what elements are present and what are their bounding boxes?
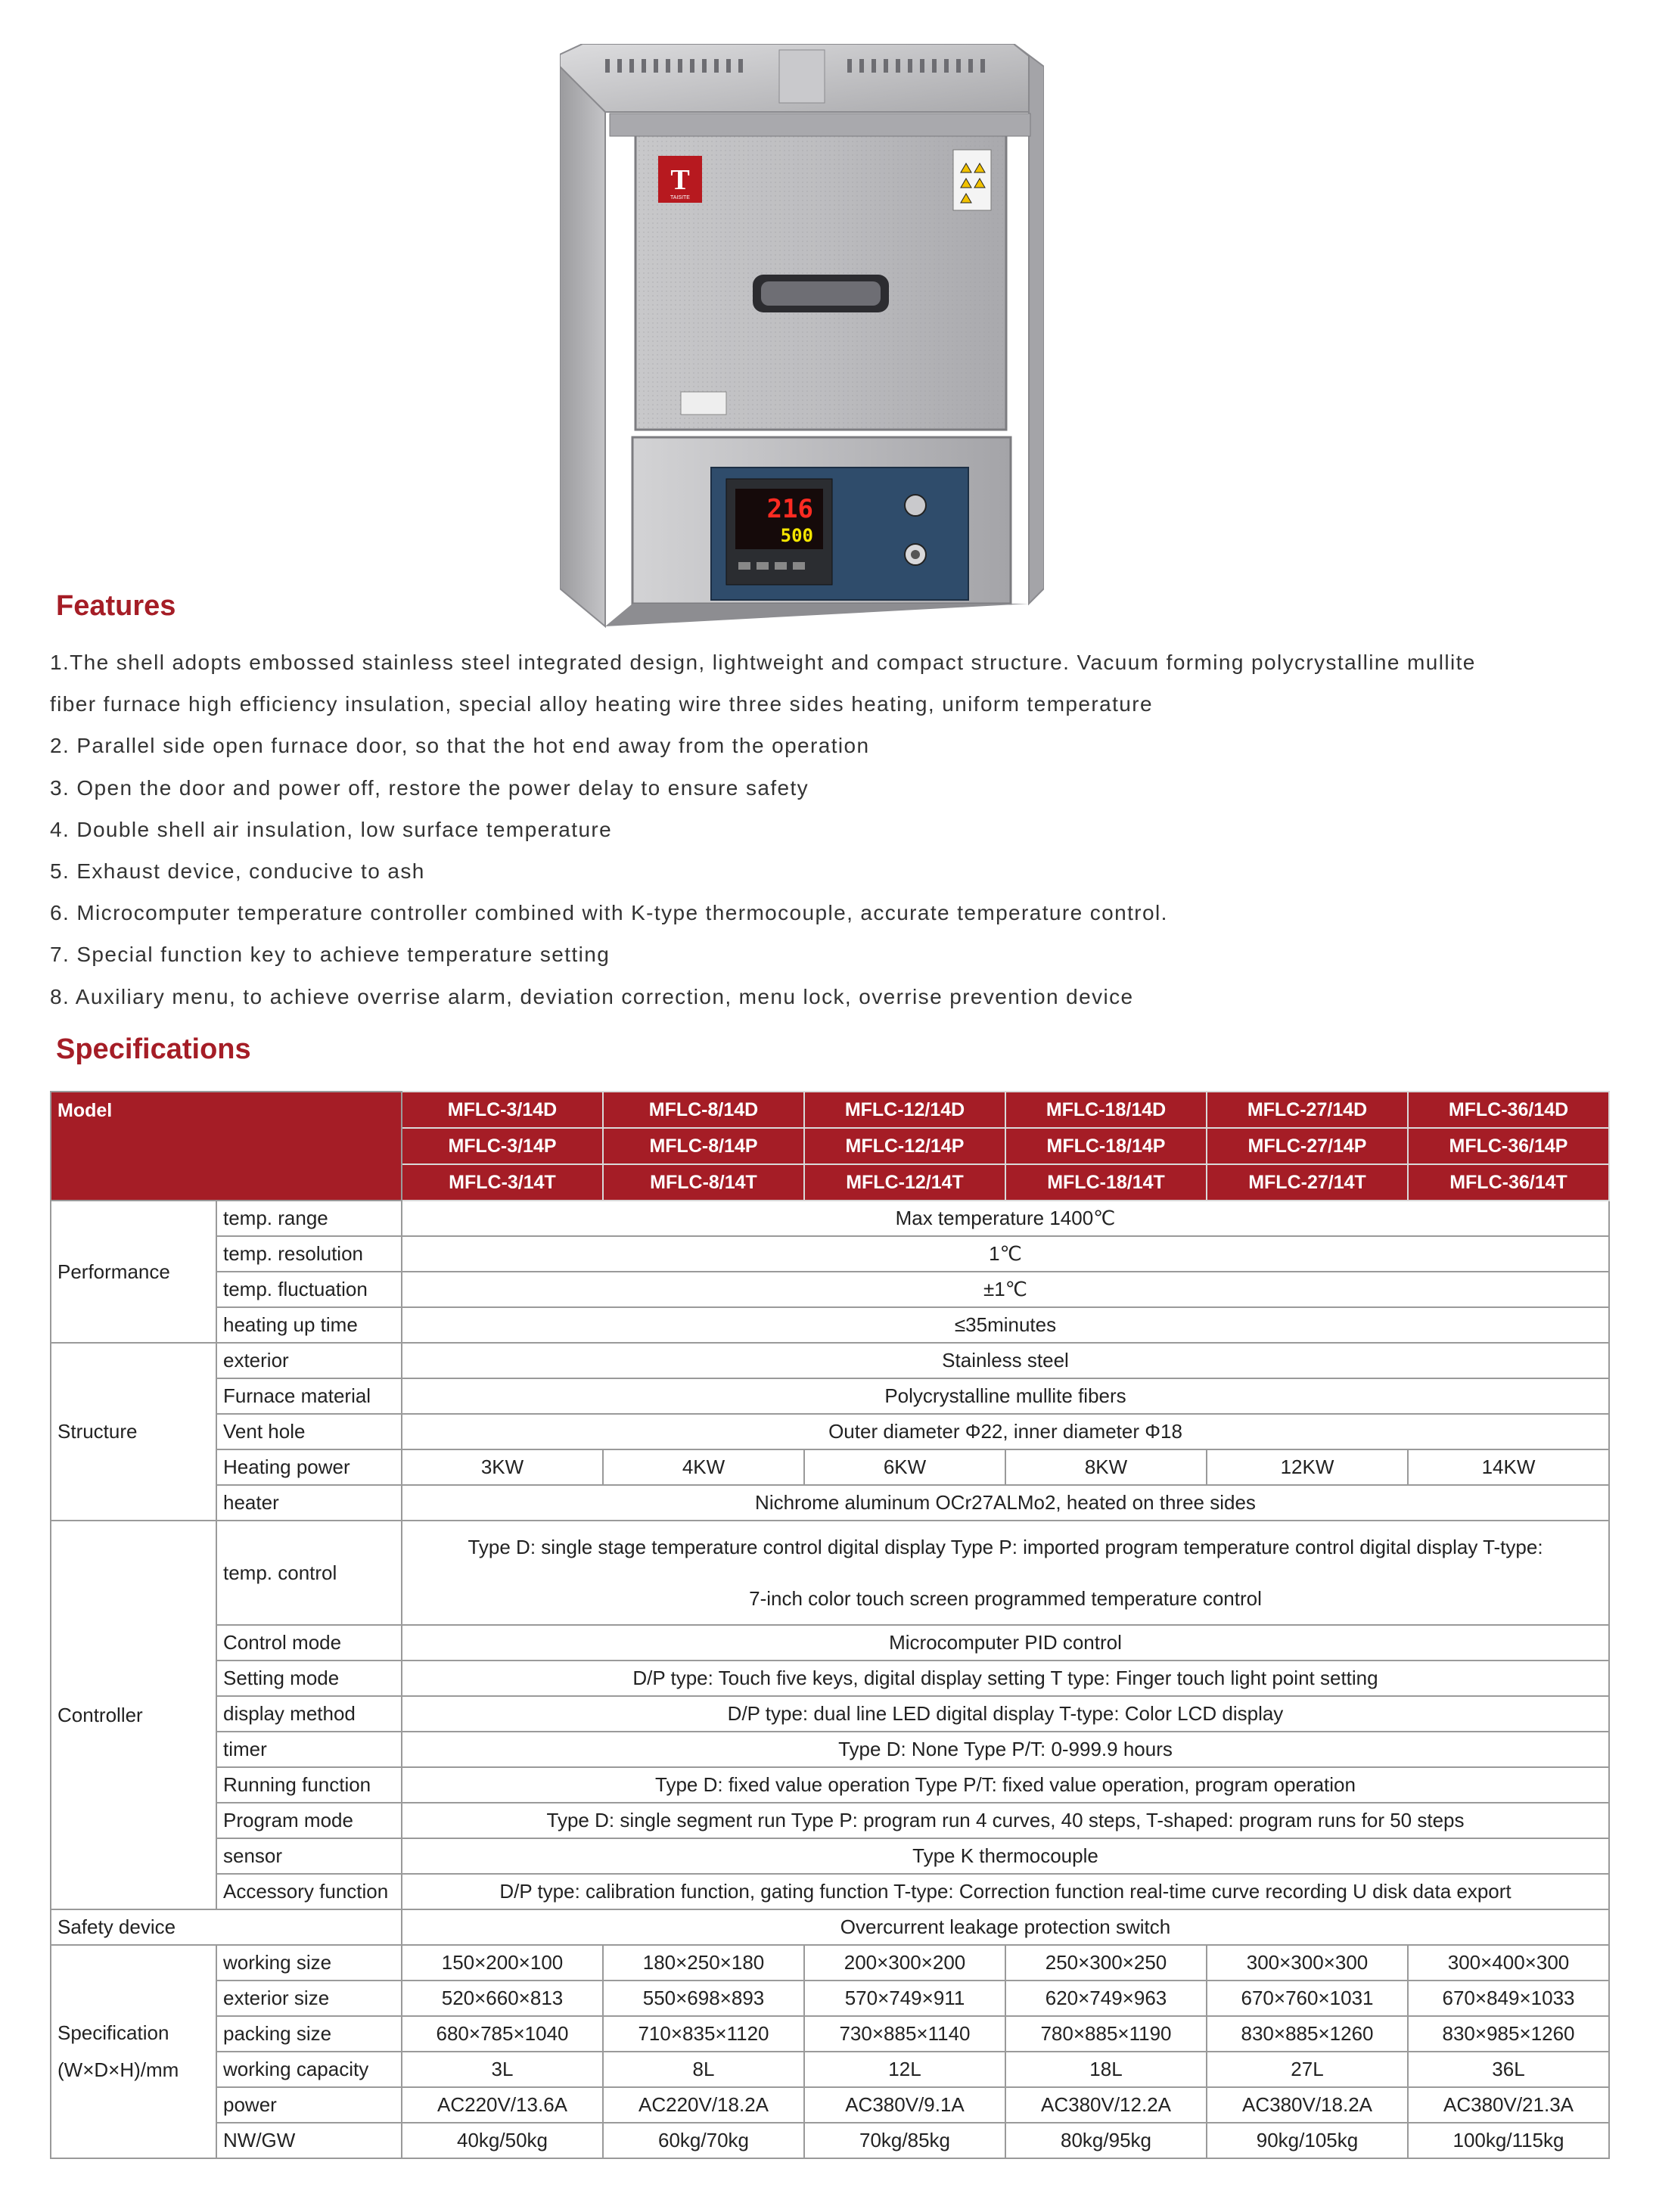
param-value: 90kg/105kg — [1207, 2123, 1408, 2158]
param-value: 550×698×893 — [603, 1981, 804, 2016]
table-row — [51, 1767, 1609, 1803]
feature-item: 5. Exhaust device, conducive to ash — [50, 859, 425, 884]
feature-item: 3. Open the door and power off, restore the power delay to ensure safety — [50, 775, 809, 800]
param-value: 200×300×200 — [804, 1945, 1005, 1981]
param-value: 180×250×180 — [603, 1945, 804, 1981]
param-value: 12L — [804, 2052, 1005, 2087]
param-value: 14KW — [1408, 1449, 1609, 1485]
param-value: 670×849×1033 — [1408, 1981, 1609, 2016]
param-value: 8L — [603, 2052, 804, 2087]
param-value: 40kg/50kg — [402, 2123, 603, 2158]
group-performance: Performance — [51, 1201, 216, 1343]
param-value: AC220V/13.6A — [402, 2087, 603, 2123]
param-value: 3L — [402, 2052, 603, 2087]
param-value: AC380V/21.3A — [1408, 2087, 1609, 2123]
table-row — [51, 1343, 1609, 1378]
table-row — [51, 1449, 1609, 1485]
table-row — [51, 1732, 1609, 1767]
warning-label-icon — [953, 150, 991, 210]
model-row — [51, 1092, 1609, 1128]
param-value — [402, 1521, 1609, 1625]
param-value: 570×749×911 — [804, 1981, 1005, 2016]
feature-item: 2. Parallel side open furnace door, so that the hot end away from the operation — [50, 734, 870, 758]
features-heading: Features — [56, 590, 176, 622]
svg-text:216: 216 — [766, 494, 813, 524]
param-label: temp. control — [216, 1521, 402, 1625]
param-value: Type K thermocouple — [402, 1838, 1609, 1874]
param-value: D/P type: calibration function, gating function T-type: Correction function real-time curve recording U disk data export — [402, 1874, 1609, 1909]
model-name: MFLC-36/14T — [1408, 1164, 1609, 1201]
svg-text:500: 500 — [780, 525, 813, 546]
param-label: exterior — [216, 1343, 402, 1378]
param-value: D/P type: dual line LED digital display T-type: Color LCD display — [402, 1696, 1609, 1732]
param-value: 830×985×1260 — [1408, 2016, 1609, 2052]
model-name: MFLC-18/14T — [1005, 1164, 1207, 1201]
table-row — [51, 1485, 1609, 1521]
specification-label: Specification — [57, 2021, 169, 2044]
model-name: MFLC-8/14D — [603, 1092, 804, 1128]
param-value: Overcurrent leakage protection switch — [402, 1909, 1609, 1945]
table-row — [51, 1236, 1609, 1272]
param-value: AC380V/12.2A — [1005, 2087, 1207, 2123]
param-label: Accessory function — [216, 1874, 402, 1909]
param-label: Furnace material — [216, 1378, 402, 1414]
param-label: working size — [216, 1945, 402, 1981]
param-label: sensor — [216, 1838, 402, 1874]
param-value: Microcomputer PID control — [402, 1625, 1609, 1661]
param-label: heater — [216, 1485, 402, 1521]
table-row — [51, 1981, 1609, 2016]
param-label: Program mode — [216, 1803, 402, 1838]
param-value: 100kg/115kg — [1408, 2123, 1609, 2158]
table-row — [51, 1414, 1609, 1449]
param-value: 670×760×1031 — [1207, 1981, 1408, 2016]
model-name: MFLC-12/14D — [804, 1092, 1005, 1128]
param-value: 3KW — [402, 1449, 603, 1485]
param-label: exterior size — [216, 1981, 402, 2016]
param-label: temp. fluctuation — [216, 1272, 402, 1307]
param-label: display method — [216, 1696, 402, 1732]
model-name: MFLC-27/14P — [1207, 1128, 1408, 1164]
model-name: MFLC-27/14D — [1207, 1092, 1408, 1128]
model-name: MFLC-36/14D — [1408, 1092, 1609, 1128]
door-handle-icon — [753, 275, 889, 312]
model-name: MFLC-36/14P — [1408, 1128, 1609, 1164]
param-value: 780×885×1190 — [1005, 2016, 1207, 2052]
param-value: 36L — [1408, 2052, 1609, 2087]
param-label: temp. range — [216, 1201, 402, 1236]
param-value: 730×885×1140 — [804, 2016, 1005, 2052]
table-row — [51, 1378, 1609, 1414]
param-value: Stainless steel — [402, 1343, 1609, 1378]
param-value: ±1℃ — [402, 1272, 1609, 1307]
param-label: Heating power — [216, 1449, 402, 1485]
param-value: AC380V/18.2A — [1207, 2087, 1408, 2123]
model-name: MFLC-18/14D — [1005, 1092, 1207, 1128]
param-label: Running function — [216, 1767, 402, 1803]
table-row — [51, 2123, 1609, 2158]
feature-item: fiber furnace high efficiency insulation, special alloy heating wire three sides heating, uniform temperature — [50, 692, 1153, 716]
model-name: MFLC-27/14T — [1207, 1164, 1408, 1201]
model-name: MFLC-3/14T — [402, 1164, 603, 1201]
table-row — [51, 2016, 1609, 2052]
table-row — [51, 1696, 1609, 1732]
param-value: Max temperature 1400℃ — [402, 1201, 1609, 1236]
param-value: 830×885×1260 — [1207, 2016, 1408, 2052]
table-row — [51, 1803, 1609, 1838]
model-name: MFLC-3/14D — [402, 1092, 603, 1128]
param-value: 70kg/85kg — [804, 2123, 1005, 2158]
param-value: 300×300×300 — [1207, 1945, 1408, 1981]
features-list — [50, 642, 1608, 1017]
group-controller: Controller — [51, 1521, 216, 1909]
table-row — [51, 1874, 1609, 1909]
param-value: 6KW — [804, 1449, 1005, 1485]
feature-item: 8. Auxiliary menu, to achieve overrise alarm, deviation correction, menu lock, overrise prevention device — [50, 984, 1134, 1008]
temperature-controller-icon — [726, 479, 832, 585]
param-value: Polycrystalline mullite fibers — [402, 1378, 1609, 1414]
specification-unit: (W×D×H)/mm — [57, 2058, 179, 2081]
table-row — [51, 1272, 1609, 1307]
param-value: 27L — [1207, 2052, 1408, 2087]
param-label: timer — [216, 1732, 402, 1767]
param-value: 60kg/70kg — [603, 2123, 804, 2158]
table-row — [51, 1838, 1609, 1874]
param-value: Outer diameter Φ22, inner diameter Φ18 — [402, 1414, 1609, 1449]
param-label: working capacity — [216, 2052, 402, 2087]
param-label: temp. resolution — [216, 1236, 402, 1272]
table-row — [51, 1661, 1609, 1696]
table-row — [51, 2052, 1609, 2087]
param-value: 620×749×963 — [1005, 1981, 1207, 2016]
svg-text:T: T — [670, 164, 690, 196]
feature-item: 7. Special function key to achieve temperature setting — [50, 943, 611, 967]
model-header: Model — [51, 1092, 402, 1201]
param-value: D/P type: Touch five keys, digital display setting T type: Finger touch light point setting — [402, 1661, 1609, 1696]
param-value: AC220V/18.2A — [603, 2087, 804, 2123]
param-label: NW/GW — [216, 2123, 402, 2158]
svg-text:TAISITE: TAISITE — [670, 195, 690, 200]
param-value: 150×200×100 — [402, 1945, 603, 1981]
temp-control-line1: Type D: single stage temperature control digital display Type P: imported program temperature control digital display T-type: — [468, 1536, 1543, 1558]
param-value: Type D: fixed value operation Type P/T: fixed value operation, program operation — [402, 1767, 1609, 1803]
param-value: 520×660×813 — [402, 1981, 603, 2016]
table-row — [51, 2087, 1609, 2123]
param-value: Type D: single segment run Type P: program run 4 curves, 40 steps, T-shaped: program runs for 50 steps — [402, 1803, 1609, 1838]
param-label: Setting mode — [216, 1661, 402, 1696]
param-label: power — [216, 2087, 402, 2123]
param-label: Control mode — [216, 1625, 402, 1661]
muffle-furnace-image — [560, 44, 1044, 634]
model-name: MFLC-18/14P — [1005, 1128, 1207, 1164]
param-value: 1℃ — [402, 1236, 1609, 1272]
param-value: 8KW — [1005, 1449, 1207, 1485]
param-label: heating up time — [216, 1307, 402, 1343]
group-safety: Safety device — [51, 1909, 402, 1945]
model-name: MFLC-12/14T — [804, 1164, 1005, 1201]
feature-item: 1.The shell adopts embossed stainless steel integrated design, lightweight and compact structure. Vacuum forming polycrystalline mullite — [50, 651, 1476, 674]
param-value: ≤35minutes — [402, 1307, 1609, 1343]
model-name: MFLC-8/14P — [603, 1128, 804, 1164]
table-row — [51, 1307, 1609, 1343]
specifications-heading: Specifications — [56, 1033, 251, 1065]
specifications-table — [50, 1091, 1610, 2159]
param-value: 710×835×1120 — [603, 2016, 804, 2052]
model-name: MFLC-12/14P — [804, 1128, 1005, 1164]
param-label: Vent hole — [216, 1414, 402, 1449]
model-name: MFLC-3/14P — [402, 1128, 603, 1164]
param-value: 300×400×300 — [1408, 1945, 1609, 1981]
brand-logo — [658, 156, 702, 203]
param-value: 80kg/95kg — [1005, 2123, 1207, 2158]
table-row — [51, 1201, 1609, 1236]
group-specification — [51, 1945, 216, 2158]
param-value: 250×300×250 — [1005, 1945, 1207, 1981]
table-row — [51, 1909, 1609, 1945]
param-value: 680×785×1040 — [402, 2016, 603, 2052]
param-value: 18L — [1005, 2052, 1207, 2087]
param-value: 4KW — [603, 1449, 804, 1485]
param-value: AC380V/9.1A — [804, 2087, 1005, 2123]
group-structure: Structure — [51, 1343, 216, 1521]
param-value: Nichrome aluminum OCr27ALMo2, heated on three sides — [402, 1485, 1609, 1521]
temp-control-line2: 7-inch color touch screen programmed temperature control — [749, 1587, 1262, 1610]
param-label: packing size — [216, 2016, 402, 2052]
table-row — [51, 1521, 1609, 1625]
table-row — [51, 1945, 1609, 1981]
model-name: MFLC-8/14T — [603, 1164, 804, 1201]
feature-item: 4. Double shell air insulation, low surface temperature — [50, 817, 613, 841]
param-value: Type D: None Type P/T: 0-999.9 hours — [402, 1732, 1609, 1767]
feature-item: 6. Microcomputer temperature controller combined with K-type thermocouple, accurate temperature control. — [50, 901, 1168, 925]
table-row — [51, 1625, 1609, 1661]
param-value: 12KW — [1207, 1449, 1408, 1485]
